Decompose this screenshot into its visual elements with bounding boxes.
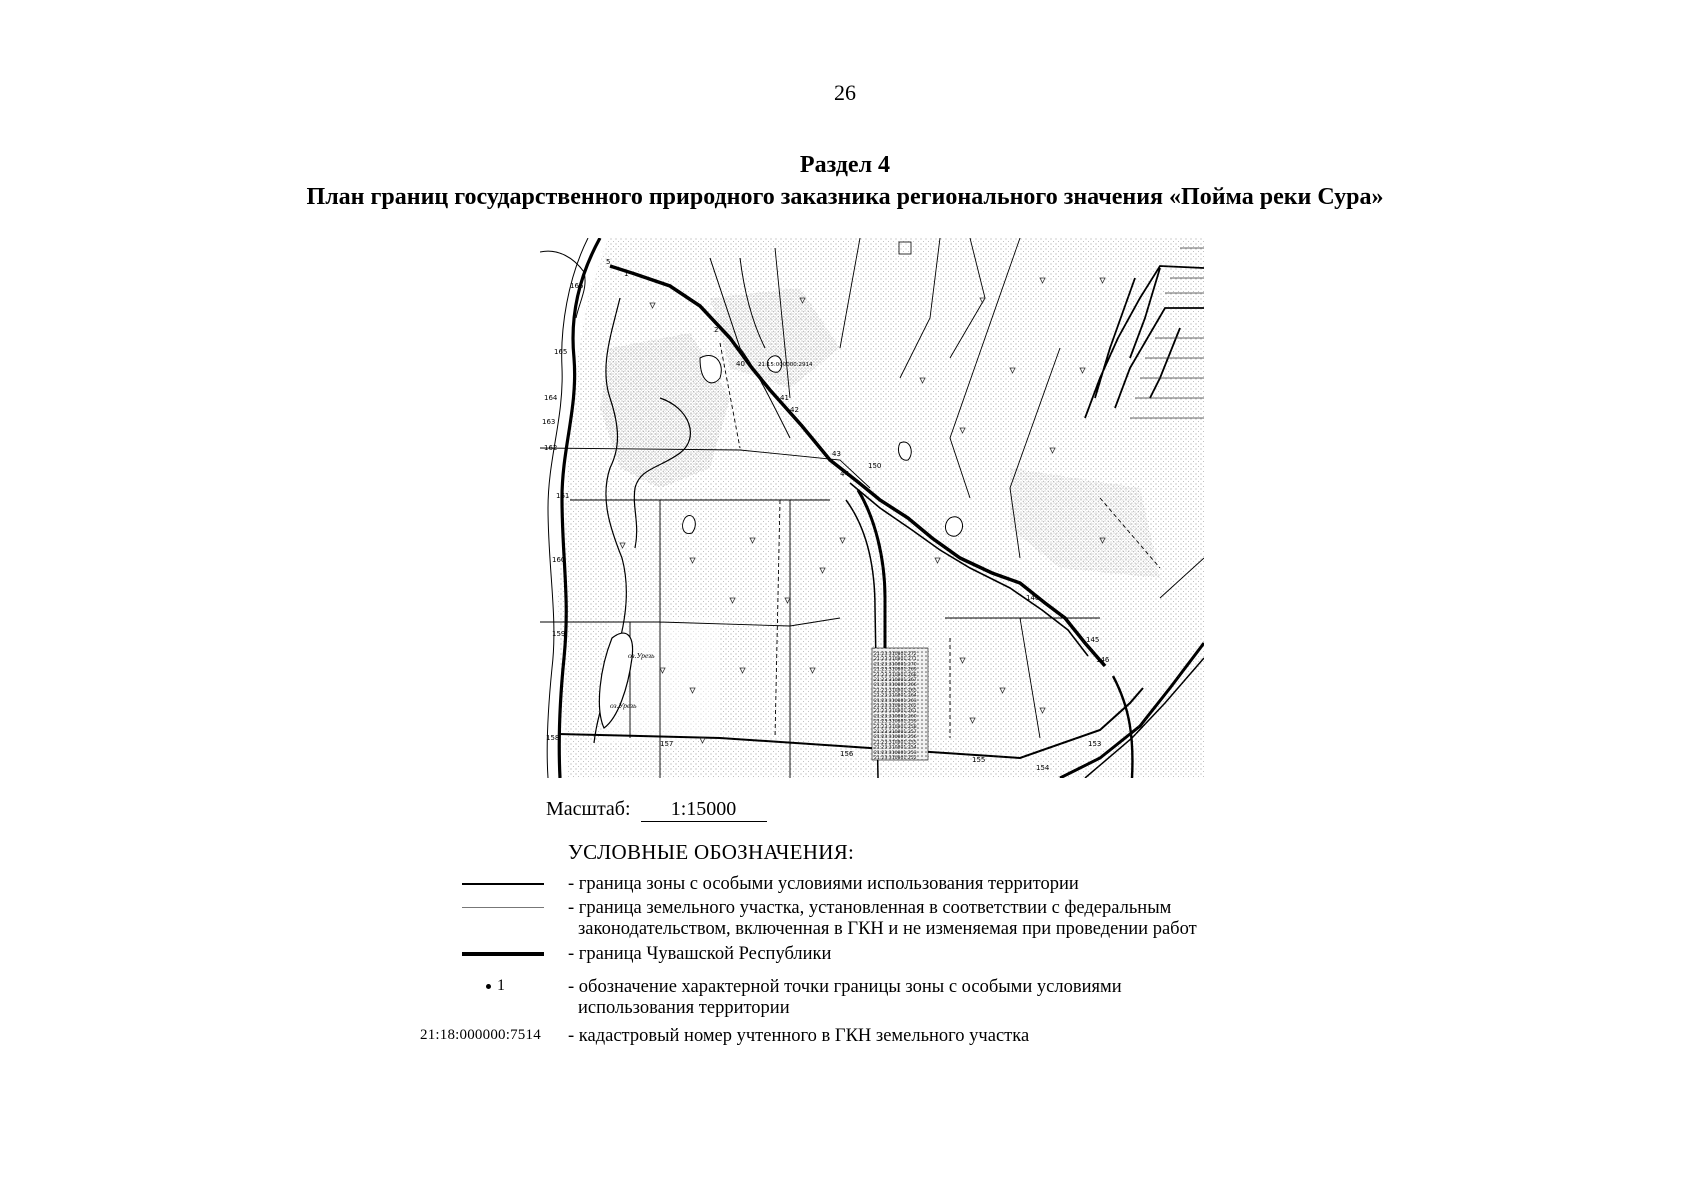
point-label: 165 — [554, 348, 568, 356]
point-label: 146 — [1096, 656, 1110, 664]
point-label: 153 — [1088, 740, 1102, 748]
point-label: 155 — [972, 756, 986, 764]
legend-symbol-point — [420, 975, 544, 999]
point-label: 157 — [660, 740, 674, 748]
point-label: 156 — [840, 750, 854, 758]
point-label: 43 — [832, 450, 841, 458]
cadastral-number: 21:23:310801:253 — [874, 750, 917, 756]
point-label: 5 — [606, 258, 611, 266]
point-label: 154 — [1036, 764, 1050, 772]
cadastral-number: 21:23:310801:265 — [874, 688, 917, 694]
point-dot-icon — [486, 984, 491, 989]
section-title: Раздел 4 — [799, 152, 891, 178]
point-label: 166 — [570, 282, 584, 290]
legend-text: - кадастровый номер учтенного в ГКН земельного участка — [568, 1026, 1030, 1046]
point-label: 158 — [546, 734, 560, 742]
point-label: 161 — [556, 492, 570, 500]
cadastral-number: 21:23:310801:261 — [874, 709, 917, 715]
point-number: 1 — [497, 977, 505, 994]
cadastral-number: 21:23:310801:269 — [874, 667, 917, 673]
cadastral-number: 21:23:310801:271 — [874, 657, 917, 663]
legend-text-continued: законодательством, включенная в ГКН и не изменяемая при проведении работ — [578, 919, 1197, 939]
point-label: 160 — [552, 556, 566, 564]
point-label: 150 — [868, 462, 882, 470]
scale-label: Масштаб: — [546, 798, 631, 820]
point-label: 164 — [544, 394, 558, 402]
plan-title: План границ государственного природного заказника регионального значения «Пойма реки Сура» — [306, 184, 1384, 210]
legend-text: - граница зоны с особыми условиями использования территории — [568, 874, 1079, 894]
legend-text-continued: использования территории — [578, 998, 790, 1018]
point-label: 40 — [736, 360, 745, 368]
cadastral-number: 21:23:310801:263 — [874, 698, 917, 704]
cadastral-number: 21:23:310801:268 — [874, 672, 917, 678]
legend-symbol-thin-line — [420, 872, 544, 896]
cadastral-number: 21:23:310801:270 — [874, 662, 917, 668]
legend-symbol-hairline — [420, 896, 544, 920]
cadastral-number: 21:23:310801:272 — [874, 652, 917, 657]
page-number: 26 — [834, 80, 856, 105]
cadastral-number: 21:23:310801:256 — [874, 735, 917, 741]
cadastral-sample: 21:18:000000:7514 — [420, 1027, 541, 1043]
point-label: 1 — [624, 270, 629, 278]
lake-label: оз.Урезь — [610, 701, 637, 710]
lake-label: оз.Урезь — [628, 651, 655, 660]
cadastral-label: 21:15:000000:2914 — [758, 362, 813, 368]
cadastral-number: 21:23:310801:266 — [874, 683, 917, 689]
point-label: 2 — [714, 326, 719, 334]
scale-value: 1:15000 — [641, 798, 767, 822]
cadastral-number: 21:23:310801:262 — [874, 704, 917, 709]
point-label: 140 — [1026, 594, 1040, 602]
legend-symbol-cadastral — [420, 1024, 544, 1048]
cadastral-number: 21:23:310801:264 — [874, 693, 917, 699]
cadastral-number: 21:23:310801:254 — [874, 745, 917, 751]
point-label: 159 — [552, 630, 566, 638]
point-label: 162 — [544, 444, 558, 452]
map-scale — [546, 798, 767, 822]
cadastral-number: 21:23:310801:257 — [874, 730, 917, 735]
cadastral-number: 21:23:310801:255 — [874, 740, 917, 746]
cadastral-number: 21:23:310801:260 — [874, 714, 917, 720]
cadastral-number: 21:23:310801:259 — [874, 719, 917, 725]
cadastral-number: 21:23:310801:258 — [874, 724, 917, 730]
point-label: 44 — [840, 470, 849, 478]
point-label: 145 — [1086, 636, 1100, 644]
legend-text: - обозначение характерной точки границы зоны с особыми условиями — [568, 977, 1122, 997]
legend-text: - граница земельного участка, установленная в соответствии с федеральным — [568, 898, 1172, 918]
cadastral-number: 21:23:310801:267 — [874, 678, 917, 683]
legend-symbol-thick-line — [420, 942, 544, 966]
point-label: 163 — [542, 418, 556, 426]
cadastral-number: 21:23:310801:252 — [874, 756, 917, 761]
boundary-map — [540, 238, 1204, 778]
legend-title: УСЛОВНЫЕ ОБОЗНАЧЕНИЯ: — [568, 840, 855, 864]
point-label: 41 — [780, 394, 789, 402]
point-label: 42 — [790, 406, 799, 414]
legend-text: - граница Чувашской Республики — [568, 944, 832, 964]
